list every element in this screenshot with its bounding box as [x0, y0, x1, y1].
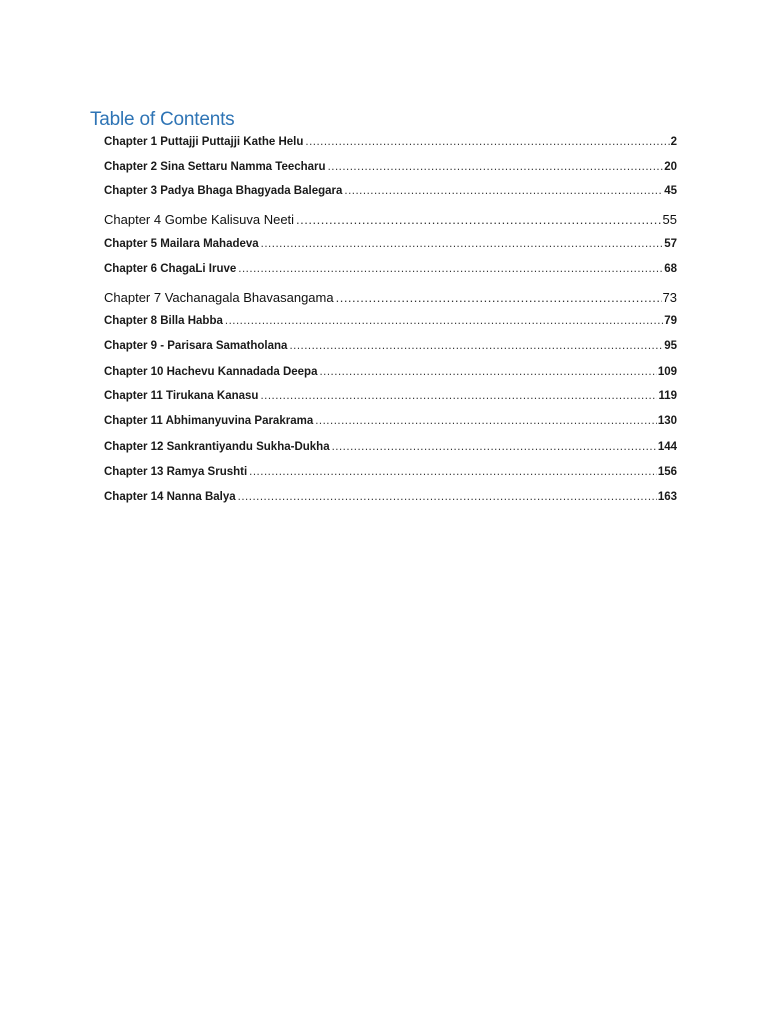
- toc-dot-leader: [296, 212, 661, 227]
- toc-entry-page: 68: [664, 263, 677, 275]
- toc-dot-leader: [238, 263, 663, 275]
- toc-entry-chapter-9[interactable]: [104, 340, 677, 358]
- toc-entry-chapter-11a[interactable]: [104, 390, 677, 408]
- toc-entry-title: Chapter 1 Puttajji Puttajji Kathe Helu: [104, 136, 304, 148]
- toc-dot-leader: [289, 340, 663, 352]
- toc-entry-title: Chapter 8 Billa Habba: [104, 315, 223, 327]
- toc-entry-chapter-4[interactable]: [104, 212, 677, 230]
- toc-entry-chapter-5[interactable]: [104, 238, 677, 256]
- toc-entry-chapter-3[interactable]: [104, 185, 677, 203]
- toc-entry-chapter-2[interactable]: [104, 161, 677, 179]
- toc-dot-leader: [344, 185, 663, 197]
- toc-dot-leader: [328, 161, 664, 173]
- toc-entry-page: 109: [657, 366, 677, 378]
- toc-entry-page: 156: [657, 466, 677, 478]
- toc-entry-title: Chapter 2 Sina Settaru Namma Teecharu: [104, 161, 326, 173]
- toc-entry-page: 2: [670, 136, 677, 148]
- toc-dot-leader: [260, 390, 657, 402]
- toc-dot-leader: [261, 238, 664, 250]
- toc-entry-title: Chapter 5 Mailara Mahadeva: [104, 238, 259, 250]
- toc-entry-chapter-14[interactable]: [104, 491, 677, 509]
- toc-entry-chapter-8[interactable]: [104, 315, 677, 333]
- toc-dot-leader: [305, 136, 669, 148]
- toc-entry-title: Chapter 7 Vachanagala Bhavasangama: [104, 290, 334, 305]
- toc-entry-chapter-1[interactable]: [104, 136, 677, 154]
- toc-entry-title: Chapter 3 Padya Bhaga Bhagyada Balegara: [104, 185, 343, 197]
- toc-entry-title: Chapter 9 - Parisara Samatholana: [104, 340, 288, 352]
- toc-entry-title: Chapter 11 Abhimanyuvina Parakrama: [104, 415, 314, 427]
- toc-entry-page: 130: [657, 415, 677, 427]
- toc-entry-chapter-13[interactable]: [104, 466, 677, 484]
- toc-entry-page: 79: [664, 315, 677, 327]
- toc-entry-chapter-10[interactable]: [104, 366, 677, 384]
- toc-entry-title: Chapter 10 Hachevu Kannadada Deepa: [104, 366, 318, 378]
- toc-entry-page: 55: [662, 212, 677, 227]
- toc-entry-page: 95: [664, 340, 677, 352]
- toc-entry-chapter-11b[interactable]: [104, 415, 677, 433]
- toc-dot-leader: [225, 315, 663, 327]
- toc-entry-chapter-12[interactable]: [104, 441, 677, 459]
- toc-entry-page: 57: [664, 238, 677, 250]
- toc-dot-leader: [319, 366, 656, 378]
- toc-entry-title: Chapter 13 Ramya Srushti: [104, 466, 248, 478]
- toc-dot-leader: [315, 415, 657, 427]
- toc-entry-title: Chapter 14 Nanna Balya: [104, 491, 236, 503]
- toc-entry-page: 20: [664, 161, 677, 173]
- toc-dot-leader: [238, 491, 657, 503]
- toc-entry-title: Chapter 11 Tirukana Kanasu: [104, 390, 259, 402]
- toc-entry-chapter-7[interactable]: [104, 290, 677, 308]
- toc-entry-title: Chapter 4 Gombe Kalisuva Neeti: [104, 212, 295, 227]
- toc-heading: Table of Contents: [90, 109, 235, 130]
- toc-entry-page: 119: [658, 390, 677, 402]
- toc-entry-title: Chapter 12 Sankrantiyandu Sukha-Dukha: [104, 441, 330, 453]
- toc-entry-title: Chapter 6 ChagaLi Iruve: [104, 263, 237, 275]
- toc-entry-page: 45: [664, 185, 677, 197]
- toc-dot-leader: [249, 466, 657, 478]
- toc-dot-leader: [336, 290, 662, 305]
- toc-entry-page: 163: [657, 491, 677, 503]
- toc-dot-leader: [332, 441, 657, 453]
- toc-entry-page: 144: [657, 441, 677, 453]
- toc-entry-page: 73: [662, 290, 677, 305]
- toc-entry-chapter-6[interactable]: [104, 263, 677, 281]
